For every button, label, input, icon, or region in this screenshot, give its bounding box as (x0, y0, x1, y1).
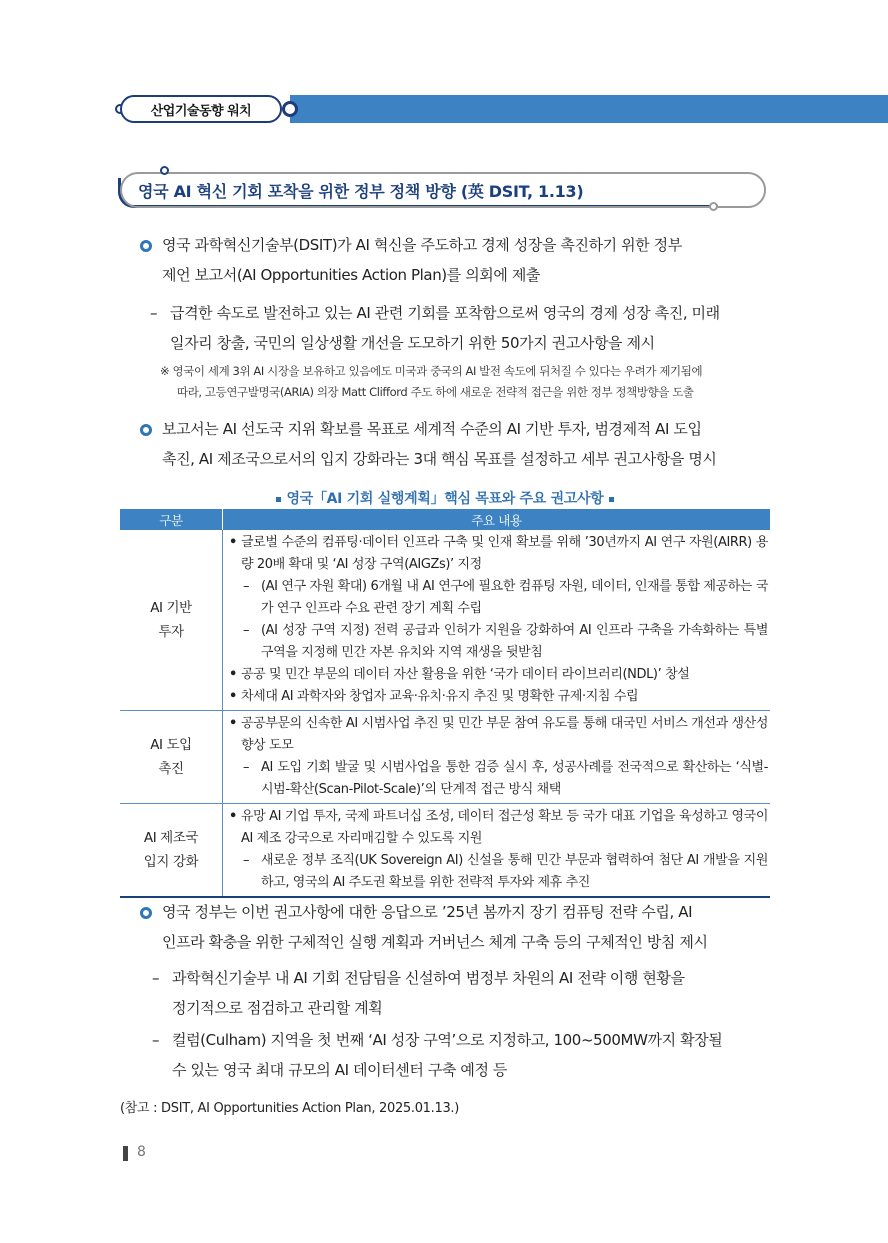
item-text: (AI 연구 자원 확대) 6개월 내 AI 연구에 필요한 컴퓨팅 자원, 데이터, 인재를 통합 제공하는 국가 연구 인프라 수요 관련 장기 계획 수립 (261, 579, 768, 616)
item-text: (AI 성장 구역 지정) 전력 공급과 인허가 지원을 강화하여 AI 인프라 구축을 가속화하는 특별 구역을 지정해 민간 자본 유치와 지역 재생을 뒷받침 (261, 623, 768, 660)
table-dash-item (229, 757, 768, 801)
bullet-3-text (162, 897, 708, 957)
section-dot-top (160, 166, 169, 175)
note-line-2: 따라, 고등연구발명국(ARIA) 의장 Matt Clifford 주도 하에 새로운 전략적 접근을 위한 정부 정책방향을 도출 (177, 385, 694, 399)
category-line: AI 도입 (150, 737, 192, 753)
dash-marker-2: – (152, 969, 160, 987)
page-number-bar (123, 1146, 128, 1161)
section-dot-bottom (709, 202, 718, 211)
table-category-cell (120, 711, 223, 804)
dash-marker-1: – (150, 304, 158, 322)
dash-marker-3: – (152, 1031, 160, 1049)
bullet-3-sub-2-line-2: 수 있는 영국 최대 규모의 AI 데이터센터 구축 예정 등 (172, 1061, 507, 1079)
header-dot-right (282, 101, 298, 117)
table-header-row (120, 509, 770, 530)
dash-marker: – (243, 579, 250, 594)
bullet-1-sub-line-2: 일자리 창출, 국민의 일상생활 개선을 도모하기 위한 50가지 권고사항을 제시 (170, 334, 655, 352)
category-line: 투자 (158, 624, 184, 640)
table-category-cell (120, 530, 223, 711)
note-line-1: ※ 영국이 세계 3위 AI 시장을 보유하고 있음에도 미국과 중국의 AI 발전 속도에 뒤처질 수 있다는 우려가 제기됨에 (160, 364, 703, 378)
item-text: 유망 AI 기업 투자, 국제 파트너십 조성, 데이터 접근성 확보 등 국가 대표 기업을 육성하고 영국이 AI 제조 강국으로 자리매김할 수 있도록 지원 (241, 809, 768, 846)
table-bullet-item (229, 713, 768, 757)
page-number: 8 (137, 1144, 146, 1160)
table-bullet-item (229, 664, 768, 686)
caption-square-icon (276, 497, 281, 502)
reference-note: (참고 : DSIT, AI Opportunities Action Plan, 2025.01.13.) (120, 1101, 460, 1116)
dash-marker: – (243, 853, 250, 868)
table-row (120, 711, 770, 804)
category-line: AI 기반 (150, 600, 192, 616)
table-content-cell (223, 711, 771, 804)
table-caption (120, 488, 770, 508)
bullet-2-line-2: 촉진, AI 제조국으로서의 입지 강화라는 3대 핵심 목표를 설정하고 세부 권고사항을 명시 (162, 450, 717, 468)
table-row (120, 530, 770, 711)
category-line: AI 제조국 (143, 830, 199, 846)
bullet-1-note (160, 361, 702, 403)
table-bullet-item (229, 686, 768, 708)
item-text: 새로운 정부 조직(UK Sovereign AI) 신설을 통해 민간 부문과 협력하여 첨단 AI 개발을 지원하고, 영국의 AI 주도권 확보를 위한 전략적 투자와 제휴 추진 (261, 853, 768, 890)
header-section-label: 산업기술동향 워치 (120, 95, 282, 123)
section-title-text: 영국 AI 혁신 기회 포착을 위한 정부 정책 방향 (英 DSIT, 1.13) (138, 181, 584, 201)
bullet-3-sub-2 (172, 1025, 722, 1085)
category-line: 입지 강화 (143, 854, 199, 870)
table-row (120, 804, 770, 898)
bullet-2-line-1: 보고서는 AI 선도국 지위 확보를 목표로 세계적 수준의 AI 기반 투자, 범경제적 AI 도입 (162, 420, 702, 438)
item-text: 공공부문의 신속한 AI 시범사업 추진 및 민간 부문 참여 유도를 통해 대국민 서비스 개선과 생산성 향상 도모 (241, 716, 768, 753)
bullet-3-sub-2-line-1: 컬럼(Culham) 지역을 첫 번째 ‘AI 성장 구역’으로 지정하고, 100~500MW까지 확장될 (172, 1031, 723, 1049)
bullet-marker-3 (140, 907, 152, 919)
bullet-3-sub-1-line-2: 정기적으로 점검하고 관리할 계획 (172, 999, 383, 1017)
goals-table (120, 509, 770, 898)
bullet-2-text (162, 414, 717, 474)
table-bullet-item (229, 806, 768, 850)
bullet-3-sub-1-line-1: 과학혁신기술부 내 AI 기회 전담팀을 신설하여 범정부 차원의 AI 전략 이행 현황을 (172, 969, 685, 987)
bullet-1-line-1: 영국 과학혁신기술부(DSIT)가 AI 혁신을 주도하고 경제 성장을 촉진하기 위한 정부 (162, 236, 682, 254)
dash-marker: – (243, 760, 250, 775)
table-content-cell (223, 530, 771, 711)
table-header-content: 주요 내용 (223, 509, 771, 530)
section-title (120, 172, 766, 208)
item-text: 공공 및 민간 부문의 데이터 자산 활용을 위한 ‘국가 데이터 라이브러리(NDL)’ 창설 (241, 667, 690, 682)
bullet-1-line-2: 제언 보고서(AI Opportunities Action Plan)를 의회에 제출 (162, 266, 541, 284)
caption-square-icon-end (609, 497, 614, 502)
table-caption-text: 영국「AI 기회 실행계획」핵심 목표와 주요 권고사항 (286, 491, 604, 507)
bullet-3-line-1: 영국 정부는 이번 권고사항에 대한 응답으로 ’25년 봄까지 장기 컴퓨팅 전략 수립, AI (162, 903, 693, 921)
table-dash-item (229, 620, 768, 664)
bullet-3-sub-1 (172, 963, 685, 1023)
category-line: 촉진 (158, 761, 184, 777)
item-text: 글로벌 수준의 컴퓨팅·데이터 인프라 구축 및 인재 확보를 위해 ’30년까지 AI 연구 자원(AIRR) 용량 20배 확대 및 ‘AI 성장 구역(AIGZs)’ 지정 (241, 535, 768, 572)
header-band (290, 95, 888, 123)
table-bullet-item (229, 532, 768, 576)
item-text: AI 도입 기회 발굴 및 시범사업을 통한 검증 실시 후, 성공사례를 전국적으로 확산하는 ‘식별-시범-확산(Scan-Pilot-Scale)’의 단계적 접근 방식 채택 (261, 760, 768, 797)
table-category-cell (120, 804, 223, 898)
bullet-1-sub-text (170, 298, 720, 358)
table-content-cell (223, 804, 771, 898)
bullet-marker-1 (140, 240, 152, 252)
bullet-1-text (162, 230, 682, 290)
item-text: 차세대 AI 과학자와 창업자 교육·유치·유지 추진 및 명확한 규제·지침 수립 (241, 689, 639, 704)
dash-marker: – (243, 623, 250, 638)
bullet-marker-2 (140, 424, 152, 436)
table-dash-item (229, 850, 768, 894)
bullet-1-sub-line-1: 급격한 속도로 발전하고 있는 AI 관련 기회를 포착함으로써 영국의 경제 성장 촉진, 미래 (170, 304, 720, 322)
table-header-category: 구분 (120, 509, 223, 530)
table-dash-item (229, 576, 768, 620)
bullet-3-line-2: 인프라 확충을 위한 구체적인 실행 계획과 거버넌스 체계 구축 등의 구체적인 방침 제시 (162, 933, 708, 951)
